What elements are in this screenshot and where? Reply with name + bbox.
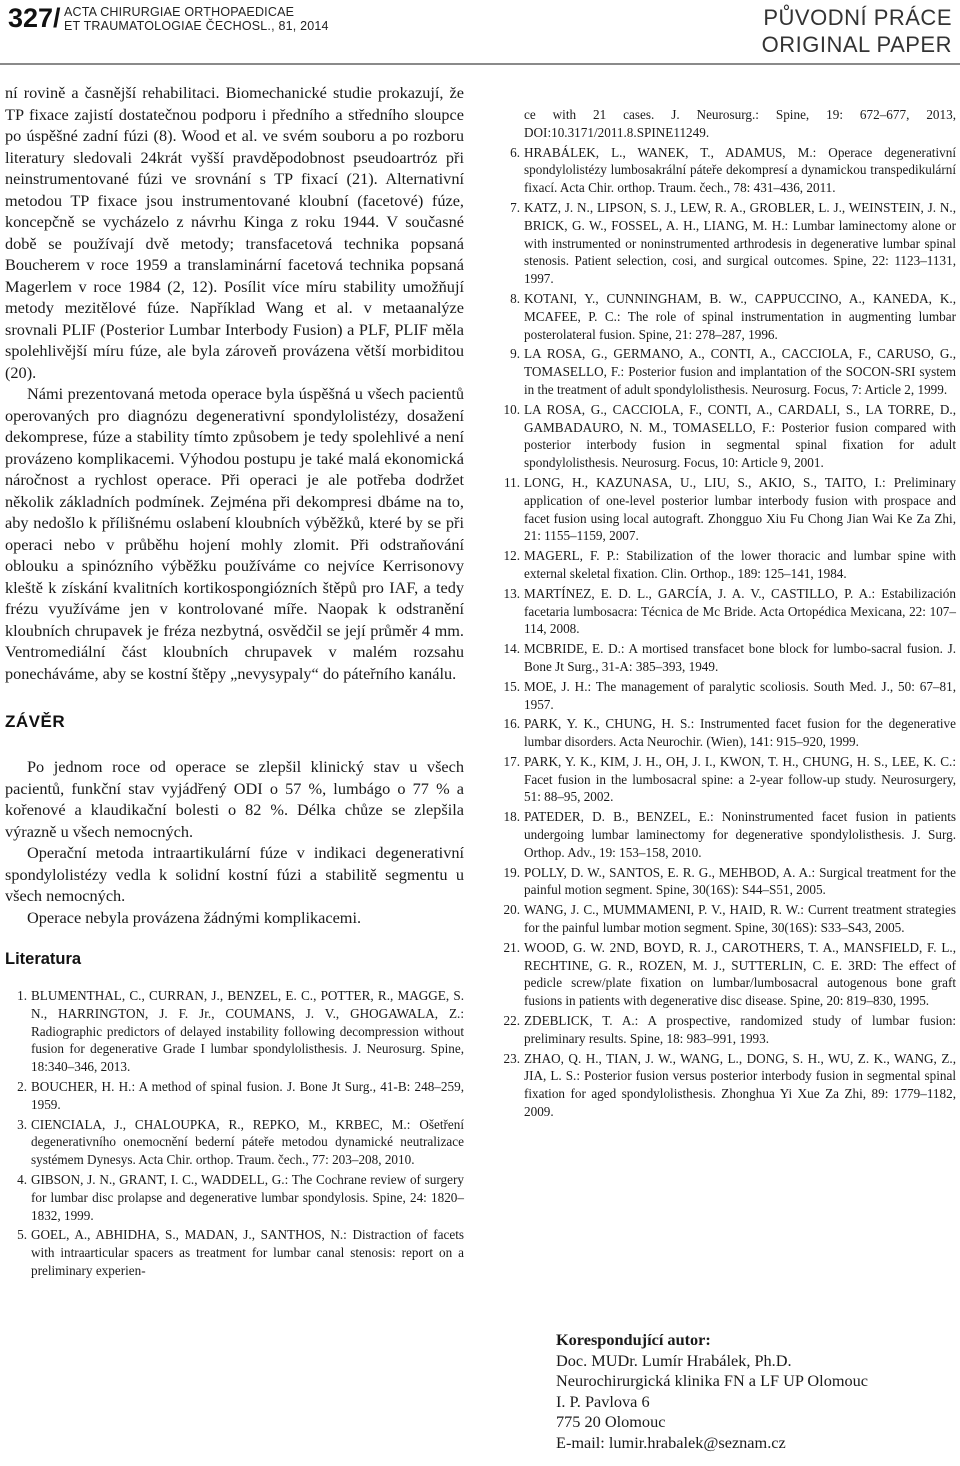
references-heading: Literatura xyxy=(5,950,82,968)
reference-item: 7. KATZ, J. N., LIPSON, S. J., LEW, R. A., GROBLER, L. J., WEINSTEIN, J. N., BRICK, G. W., FOSSEL, A. H., LIANG, M. H.: Lumbar laminectomy alone or with instrumented or noninstrumented arthrodesis in degenerative lumbar spinal stenosis. Patient selection, cosi, and surgical outcomes. Spine, 22: 1123–1131, 1997. xyxy=(510,199,956,287)
body-paragraph-2: Námi prezentovaná metoda operace byla úspěšná u všech pacientů operovaných pro diagnózu degenerativní spondylolistézy, dosažení dekomprese, fúze a stability tímto způsobem je tedy spolehlivé a není provázeno komplikacemi. Výhodou postupu je také malá ekonomická náročnost a rychlost operace. Při operaci je ale potřeba dodržet několik základních podmínek. Zejména při dekompresi dbáme na to, aby nedošlo k přílišnému oslabení kloubních výběžků, které by se při operaci nebo v průběhu hojení mohly zlomit. Při odstraňování oblouku a spinózního výběžku používáme co nejvíce Kerrisonovy kleště k získání kvalitních kortikospongiózních štěpů pro IAF, a tedy frézu využíváme jen v kontrolované míře. Naopak k odstranění kloubních chrupavek je fréza nezbytná, osvědčil se její průměr 4 mm. Ventromediální část kloubních chrupavek v malém rozsahu ponecháváme, aby se kostní štěpy „nevysypaly“ do páteřního kanálu. xyxy=(5,384,464,683)
reference-item: 3. CIENCIALA, J., CHALOUPKA, R., REPKO, M., KRBEC, M.: Ošetření degenerativního onemocnění bederní páteře metodou dynamické neutralizace systémem Dynesys. Acta Chir. orthop. Traum. čech., 77: 203–208, 2010. xyxy=(17,1116,464,1168)
contact-name: Doc. MUDr. Lumír Hrabálek, Ph.D. xyxy=(556,1350,792,1370)
reference-item: 12. MAGERL, F. P.: Stabilization of the lower thoracic and lumbar spine with external skeletal fixation. Clin. Orthop., 189: 125–141, 1984. xyxy=(503,548,956,581)
contact-department: Neurochirurgická klinika FN a LF UP Olomouc xyxy=(556,1371,869,1390)
reference-item: 21. WOOD, G. W. 2ND, BOYD, R. J., CAROTHERS, T. A., MANSFIELD, F. L., RECHTINE, G. R., ROZEN, M. J., SUTTERLIN, C. E. 3RD: The effect of pedicle screw/plate fixation on lumbar/lumbosacral autogenous bone graft fusions in patients with degenerative disc disease. Spine, 20: 819–830, 1995. xyxy=(503,939,956,1009)
journal-line-1: ACTA CHIRURGIAE ORTHOPAEDICAE xyxy=(64,5,295,19)
reference-item: 23. ZHAO, Q. H., TIAN, J. W., WANG, L., DONG, S. H., WU, Z. K., WANG, Z., JIA, L. S.: Posterior fusion versus posterior interbody fusion in segmental spinal fixation for aged spondylolisthesis. Zhonghua Yi Xue Za Zhi, 89: 1779–1182, 2009. xyxy=(503,1050,956,1120)
corresponding-author xyxy=(556,1330,956,1453)
reference-item: 6. HRABÁLEK, L., WANEK, T., ADAMUS, M.: Operace degenerativní spondylolistézy lumbosakrální páteře dekompresí a dynamickou transpedikulární fixací. Acta Chir. orthop. Traum. čech., 78: 431–436, 2011. xyxy=(510,144,956,196)
conclusion-heading: ZÁVĚR xyxy=(5,712,66,731)
reference-item: 22. ZDEBLICK, T. A.: A prospective, randomized study of lumbar fusion: preliminary results. Spine, 18: 983–991, 1993. xyxy=(503,1013,956,1046)
body-paragraph-1: ní rovině a časnější rehabilitaci. Biomechanické studie prokazují, že TP fixace zajistí dostatečnou podporu i předního a středního sloupce po úspěšné zadní fúzi (8). Wood et al. ve svém souboru a po rozboru literatury sledovali 24krát vyšší pravděpodobnost pseudoartróz při neinstrumentované fúzi ve srovnání s TP fixací (21). Alternativní metodou TP fixace jsou instrumentované kloubní (facetové) fúze, koncepčně se vycházelo z návrhu Kinga z roku 1944. V současné době se používají dvě metody; transfacetová technika popsaná Boucherem v roce 1959 a translaminární facetová technika popsaná Magerlem v roce 1984 (2, 12). Posílit více míru stability umožňují metody mezitělové fúze. Například Wang et al. v metaanalýze srovnali PLIF (Posterior Lumbar Interbody Fusion) a PLF, PLIF měla spolehlivější míru fúze, ale byla zároveň provázena větší morbiditou (20). xyxy=(5,83,464,382)
reference-item: 11. LONG, H., KAZUNASA, U., LIU, S., AKIO, S., TAITO, I.: Preliminary application of one-level posterior lumbar interbody fusion with prospace and facet fusion using local autograft. Zhongguo Xiu Fu Chong Jian Wai Ke Za Zhi, 21: 1155–1159, 2007. xyxy=(504,474,956,544)
reference-item: 10. LA ROSA, G., CACCIOLA, F., CONTI, A., CARDALI, S., LA TORRE, D., GAMBADAURO, N. M., TOMASELLO, F.: Posterior fusion compared with posterior interbody fusion in segmental spinal fixation for adult spondylolisthesis. Neurosurg. Focus, 10: Article 9, 2001. xyxy=(503,401,956,471)
reference-item: 17. PARK, Y. K., KIM, J. H., OH, J. I., KWON, T. H., CHUNG, H. S., LEE, K. C.: Facet fusion in the lumbosacral spine: a 2-year follow-up study. Neurosurgery, 51: 88–95, 2002. xyxy=(503,753,956,805)
contact-title: Korespondující autor: xyxy=(556,1330,711,1349)
contact-email: E-mail: lumir.hrabalek@seznam.cz xyxy=(556,1432,786,1452)
reference-item: 20. WANG, J. C., MUMMAMENI, P. V., HAID, R. W.: Current treatment strategies for the painful lumbar motion segment. Spine, 30(16S): S33–S43, 2005. xyxy=(503,902,956,936)
reference-item: 1. BLUMENTHAL, C., CURRAN, J., BENZEL, E. C., POTTER, R., MAGGE, S. N., HARRINGTON, J. F. Jr., COUMANS, J. V., GHOGAWALA, Z.: Radiographic predictors of delayed instability following decompression without fusion for degenerative Grade I lumbar spondylolisthesis. J. Neurosurg. Spine, 18:340–346, 2013. xyxy=(17,988,464,1075)
section-tag xyxy=(762,4,952,58)
references-list-left xyxy=(5,987,464,1280)
conclusion-paragraph-3: Operace nebyla provázena žádnými komplikacemi. xyxy=(27,907,362,927)
page-number: 327/ xyxy=(8,3,61,33)
right-column xyxy=(498,106,956,1123)
journal-name xyxy=(64,5,329,33)
reference-item: 18. PATEDER, D. B., BENZEL, E.: Noninstrumented facet fusion in patients undergoing lumbar laminectomy for degenerative spondylolisthesis. J. Surg. Orthop. Adv., 19: 153–158, 2010. xyxy=(503,809,956,860)
reference-item: 5. GOEL, A., ABHIDHA, S., MADAN, J., SANTHOS, N.: Distraction of facets with intraarticular spacers as treatment for lumbar canal stenosis: report on a preliminary experien- xyxy=(17,1227,464,1278)
page-header xyxy=(0,0,960,62)
header-rule xyxy=(0,63,960,65)
contact-city: 775 20 Olomouc xyxy=(556,1412,666,1431)
reference-item: 14. MCBRIDE, E. D.: A mortised transfacet bone block for lumbo-sacral fusion. J. Bone Jt Surg., 31-A: 385–393, 1949. xyxy=(503,641,956,674)
reference-item: 13. MARTÍNEZ, E. D. L., GARCÍA, J. A. V., CASTILLO, P. A.: Estabilización facetaria lumbosacra: Técnica de Mc Bride. Acta Ortopédica Mexicana, 22: 107–114, 2008. xyxy=(503,585,956,637)
reference-item: 16. PARK, Y. K., CHUNG, H. S.: Instrumented facet fusion for the degenerative lumbar disorders. Acta Neurochir. (Wien), 141: 915–920, 1999. xyxy=(503,716,956,750)
reference-item: 8. KOTANI, Y., CUNNINGHAM, B. W., CAPPUCCINO, A., KANEDA, K., MCAFEE, P. C.: The role of spinal instrumentation in augmenting lumbar posterolateral fusion. Spine, 21: 278–287, 1996. xyxy=(510,290,956,342)
reference-item: 4. GIBSON, J. N., GRANT, I. C., WADDELL, G.: The Cochrane review of surgery for lumbar disc prolapse and degenerative lumbar spondylosis. Spine, 24: 1820–1832, 1999. xyxy=(17,1171,464,1223)
reference-item: 19. POLLY, D. W., SANTOS, E. R. G., MEHBOD, A. A.: Surgical treatment for the painful motion segment. Spine, 30(16S): S44–S51, 2005. xyxy=(503,864,956,898)
left-column xyxy=(5,82,464,1282)
reference-item: ce with 21 cases. J. Neurosurg.: Spine, 19: 672–677, 2013, DOI:10.3171/2011.8.SPINE11249. xyxy=(524,107,956,140)
conclusion-paragraph-1: Po jednom roce od operace se zlepšil klinický stav u všech pacientů, funkční stav vyjádřený ODI o 57 %, lumbágo o 77 % a kořenové a klaudikační bolesti o 82 %. Délka chůze se zlepšila výrazně u všech nemocných. xyxy=(5,757,464,841)
references-list-right xyxy=(498,106,956,1121)
journal-line-2: ET TRAUMATOLOGIAE ČECHOSL., 81, 2014 xyxy=(64,19,329,33)
conclusion-paragraph-2: Operační metoda intraartikulární fúze v indikaci degenerativní spondylolistézy vedla k solidní kostní fúzi a stabilitě segmentu u všech nemocných. xyxy=(5,843,464,905)
reference-item: 2. BOUCHER, H. H.: A method of spinal fusion. J. Bone Jt Surg., 41-B: 248–259, 1959. xyxy=(17,1078,464,1112)
section-tag-english: ORIGINAL PAPER xyxy=(761,32,952,57)
contact-street: I. P. Pavlova 6 xyxy=(556,1391,650,1411)
reference-item: 15. MOE, J. H.: The management of paralytic scoliosis. South Med. J., 50: 67–81, 1957. xyxy=(503,678,956,712)
section-tag-czech: PŮVODNÍ PRÁCE xyxy=(763,5,952,30)
reference-item: 9. LA ROSA, G., GERMANO, A., CONTI, A., CACCIOLA, F., CARUSO, G., TOMASELLO, F.: Posterior fusion and implantation of the SOCON-SRI system in the treatment of adult spondylolisthesis. Neurosurg. Focus, 7: Article 2, 1999. xyxy=(510,346,956,397)
